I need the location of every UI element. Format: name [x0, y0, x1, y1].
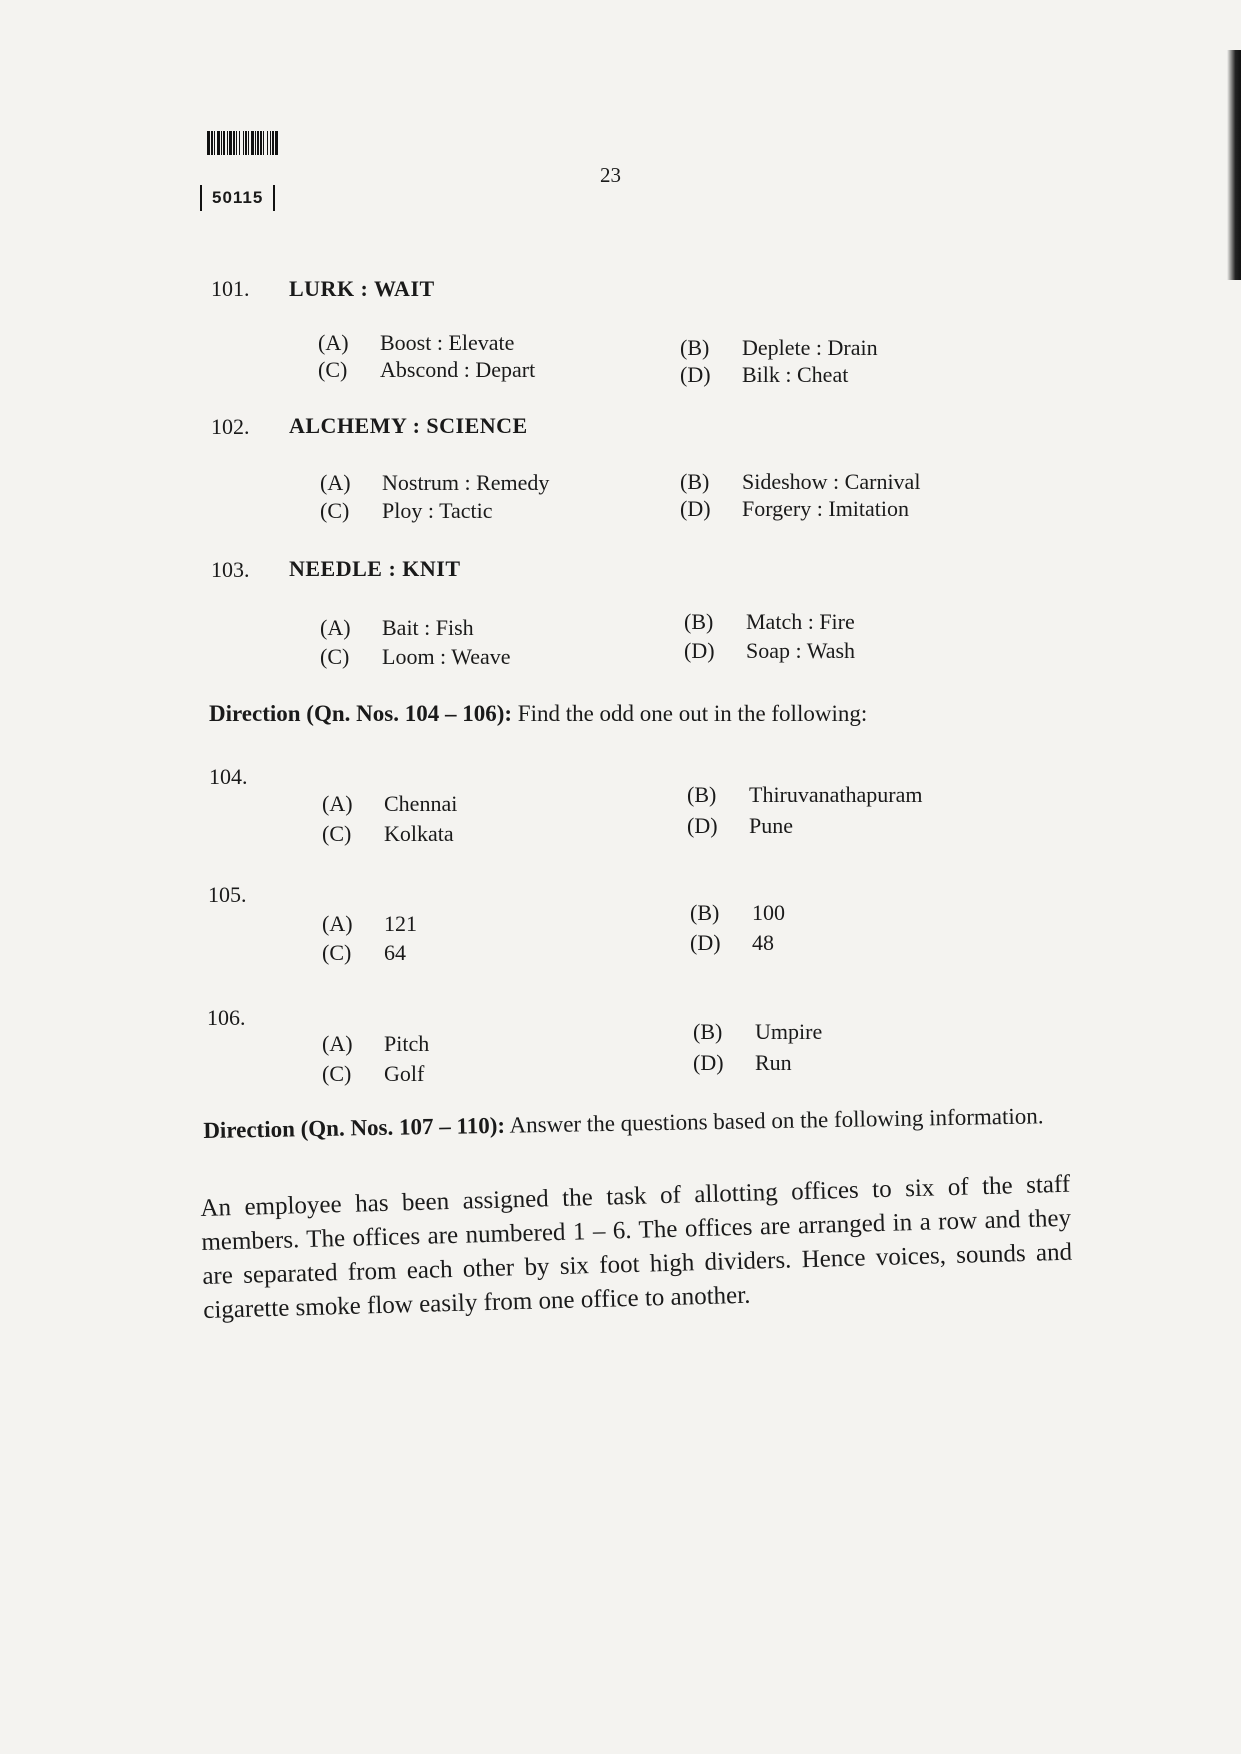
question-106-option-b: (B) Umpire: [693, 1019, 823, 1044]
question-106-number: 106.: [207, 1005, 246, 1030]
question-105-option-b: (B) 100: [690, 900, 785, 925]
question-102-option-d: (D) Forgery : Imitation: [680, 496, 910, 521]
direction-107-110: Direction (Qn. Nos. 107 – 110): Answer the questions based on the following information.: [203, 1103, 1044, 1143]
question-101-option-d: (D) Bilk : Cheat: [680, 362, 849, 387]
question-101-option-a: (A) Boost : Elevate: [318, 330, 515, 355]
question-101-title: LURK : WAIT: [289, 276, 435, 301]
question-103-option-a: (A) Bait : Fish: [320, 615, 474, 640]
question-102-number: 102.: [211, 414, 250, 439]
question-105-option-a: (A) 121: [322, 911, 417, 936]
info-passage: An employee has been assigned the task of allotting offices to six of the staff members. The offices are numbered 1 – 6. The offices are arranged in a row and they are separated from each other by six foot high dividers. Hence voices, sounds and cigarette smoke flow easily from one office to another.: [200, 1170, 1073, 1324]
question-103-option-c: (C) Loom : Weave: [320, 644, 511, 669]
question-104-number: 104.: [209, 764, 248, 789]
direction-104-106: Direction (Qn. Nos. 104 – 106): Find the odd one out in the following:: [209, 701, 868, 726]
question-104-option-d: (D) Pune: [687, 813, 793, 838]
question-104-option-b: (B) Thiruvanathapuram: [687, 782, 923, 807]
question-103-title: NEEDLE : KNIT: [289, 556, 461, 581]
question-101-option-c: (C) Abscond : Depart: [318, 357, 536, 382]
question-102-option-a: (A) Nostrum : Remedy: [320, 470, 550, 495]
question-105-option-d: (D) 48: [690, 930, 774, 955]
question-103-number: 103.: [211, 557, 250, 582]
question-102-option-c: (C) Ploy : Tactic: [320, 498, 493, 523]
question-103-option-d: (D) Soap : Wash: [684, 638, 856, 663]
page-number: 23: [600, 163, 621, 187]
paper-code: 50115: [200, 185, 275, 211]
question-102-option-b: (B) Sideshow : Carnival: [680, 469, 921, 494]
question-106-option-a: (A) Pitch: [322, 1031, 430, 1056]
scan-edge-shadow: [1227, 50, 1241, 280]
question-105-number: 105.: [208, 882, 247, 907]
question-104-option-a: (A) Chennai: [322, 791, 458, 816]
question-105-option-c: (C) 64: [322, 940, 406, 965]
question-101-option-b: (B) Deplete : Drain: [680, 335, 878, 360]
question-104-option-c: (C) Kolkata: [322, 821, 454, 846]
question-101-number: 101.: [211, 276, 250, 301]
question-102-title: ALCHEMY : SCIENCE: [289, 413, 528, 438]
question-103-option-b: (B) Match : Fire: [684, 609, 855, 634]
barcode: [207, 131, 363, 155]
question-106-option-c: (C) Golf: [322, 1061, 425, 1086]
question-106-option-d: (D) Run: [693, 1050, 792, 1075]
